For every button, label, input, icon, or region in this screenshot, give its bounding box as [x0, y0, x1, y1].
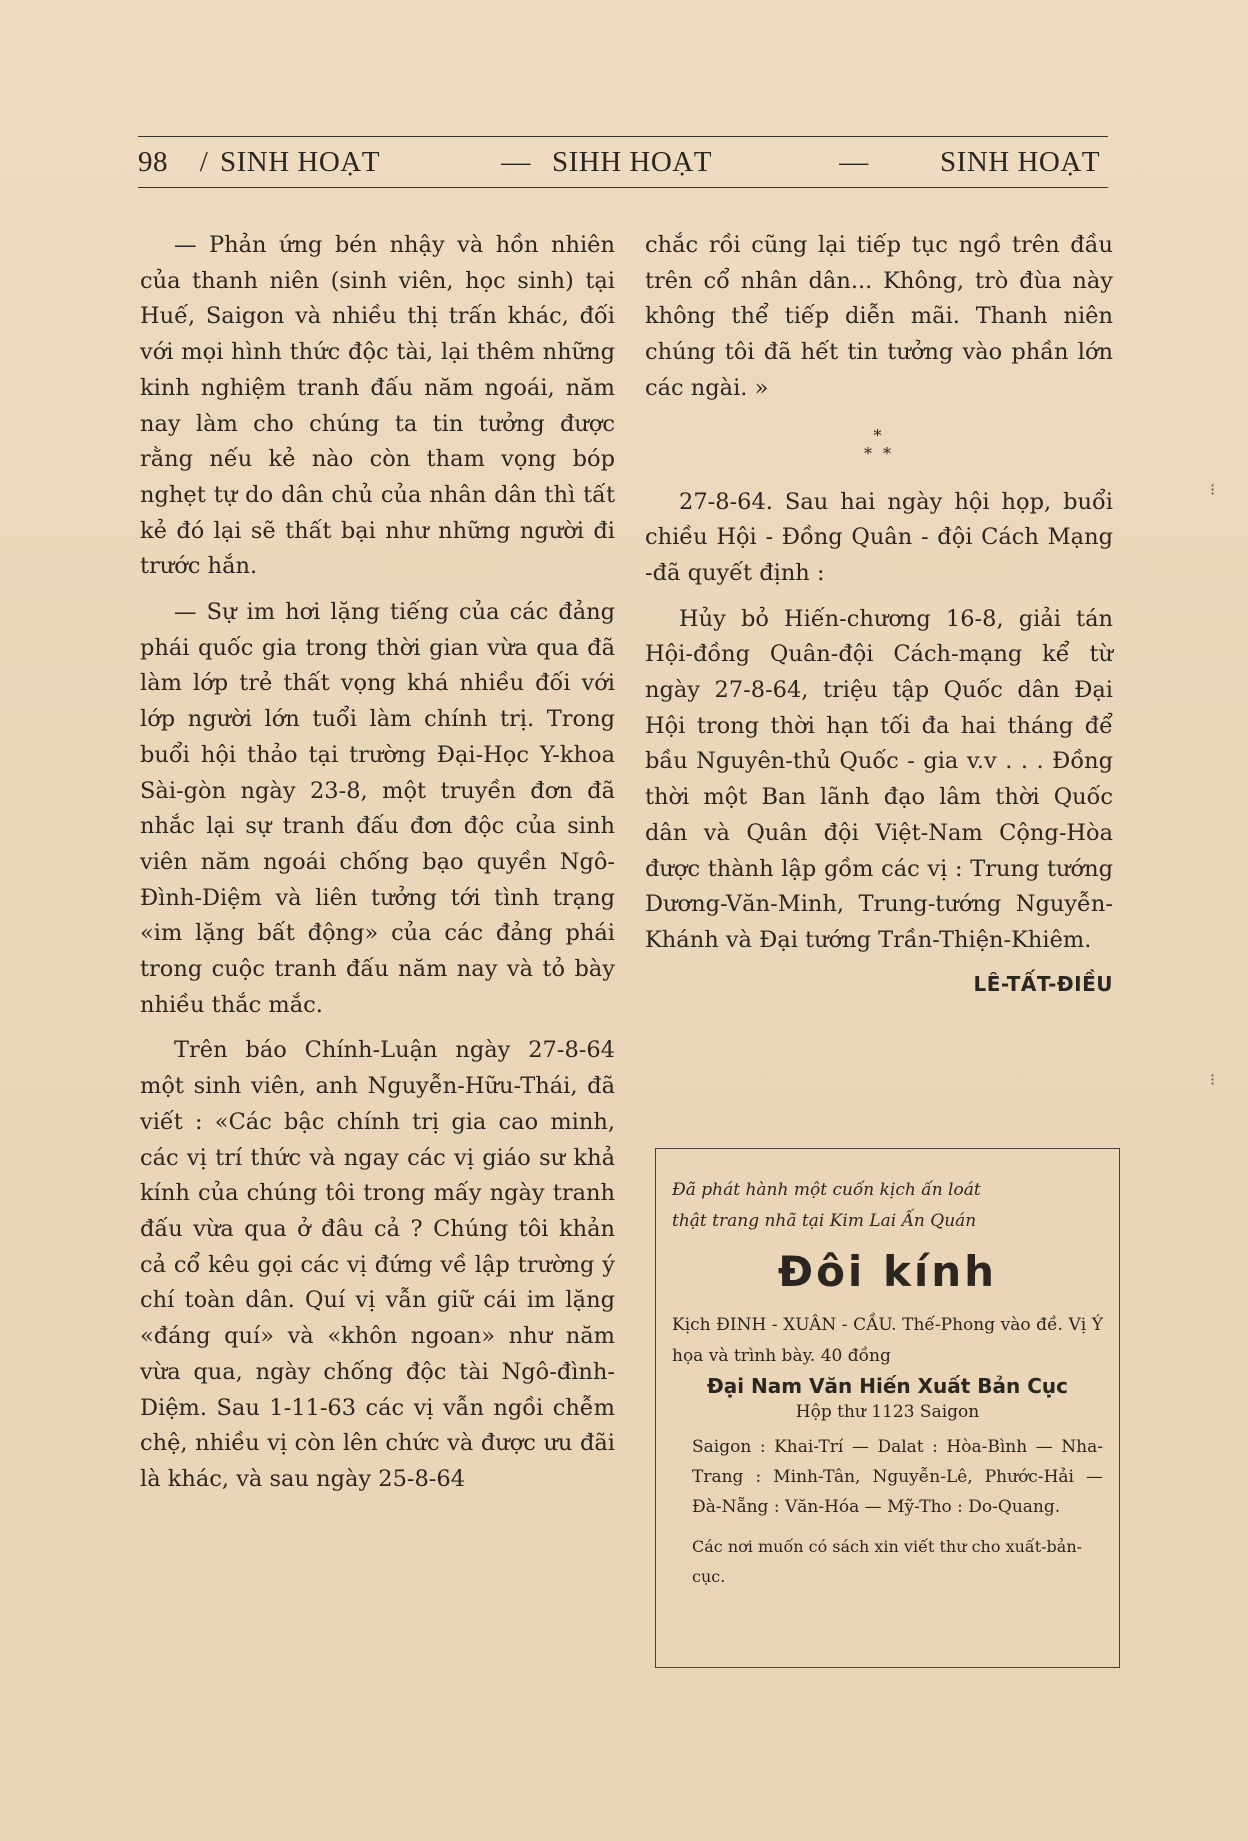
binding-hole-mark: ⁝	[1210, 480, 1216, 499]
ad-publisher: Đại Nam Văn Hiến Xuất Bản Cục	[706, 1374, 1069, 1398]
ad-intro-line-2: thật trang nhã tại Kim Lai Ấn Quán	[672, 1211, 977, 1231]
ad-order-note: Các nơi muốn có sách xin viết thư cho xuất-bản-cục.	[692, 1537, 1083, 1586]
paragraph-date-decision: 27-8-64. Sau hai ngày hội họp, buổi chiều Hội - Đồng Quân - đội Cách Mạng -đã quyết định :	[645, 488, 1113, 586]
page-number: 98	[138, 145, 168, 178]
paragraph-party-silence: — Sự im hơi lặng tiếng của các đảng phái quốc gia trong thời gian vừa qua đã làm lớp trẻ thất vọng khá nhiều đối với lớp người lớn tuổi làm chính trị. Trong buổi hội thảo tại trường Đại-Học Y-khoa Sài-gòn ngày 23-8, một truyền đơn đã nhắc lại sự tranh đấu đơn độc của sinh viên năm ngoái chống bạo quyền Ngô-Đình-Diệm và liên tưởng tới tình trạng «im lặng bất động» của các đảng phái trong cuộc tranh đấu năm nay và tỏ bày nhiều thắc mắc.	[140, 599, 615, 1018]
header-slash: /	[199, 145, 209, 178]
header-title-1: SINH HOẠT	[220, 145, 380, 178]
section-separator	[645, 427, 1113, 463]
paragraph-chinh-luan-quote: Trên báo Chính-Luận ngày 27-8-64 một sinh viên, anh Nguyễn-Hữu-Thái, đã viết : «Các bậc chính trị gia cao minh, các vị trí thức và ngay các vị giáo sư khả kính của chúng tôi trong mấy ngày tranh đấu vừa qua ở đâu cả ? Chúng tôi khản cả cổ kêu gọi các vị đứng về lập trường ý chí toàn dân. Quí vị vẫn giữ cái im lặng «đáng quí» và «khôn ngoan» như năm vừa qua, ngày chống độc tài Ngô-đình-Diệm. Sau 1-11-63 các vị vẫn ngồi chễm chệ, nhiều vị còn lên chức và được ưu đãi là khác, và sau ngày 25-8-64	[140, 1037, 615, 1492]
separator-star-top: *	[873, 425, 885, 445]
ad-intro-line-1: Đã phát hành một cuốn kịch ấn loát	[672, 1180, 981, 1200]
right-column	[645, 228, 1113, 1002]
header-dash-2: —	[839, 145, 869, 178]
paragraph-youth-reaction: — Phản ứng bén nhậy và hồn nhiên của thanh niên (sinh viên, học sinh) tại Huế, Saigon và nhiều thị trấn khác, đối với mọi hình thức độc tài, lại thêm những kinh nghiệm tranh đấu năm ngoái, năm nay làm cho chúng ta tin tưởng được rằng nếu kẻ nào còn tham vọng bóp nghẹt tự do dân chủ của nhân dân thì tất kẻ đó lại sẽ thất bại như những người đi trước hắn.	[140, 232, 615, 580]
header-dash-1: —	[501, 145, 531, 178]
book-advertisement	[655, 1148, 1120, 1668]
ad-book-title: Đôi kính	[777, 1247, 998, 1296]
running-header	[138, 136, 1108, 188]
author-signature: LÊ-TẤT-ĐIỀU	[973, 971, 1113, 996]
header-title-3: SINH HOẠT	[940, 145, 1100, 178]
ad-po-box: Hộp thư 1123 Saigon	[795, 1402, 980, 1422]
ad-stores-list: Saigon : Khai-Trí — Dalat : Hòa-Bình — Nha-Trang : Minh-Tân, Nguyễn-Lê, Phước-Hải — Đà-Nẵng : Văn-Hóa — Mỹ-Tho : Do-Quang.	[692, 1437, 1103, 1517]
header-title-2: SIHH HOẠT	[552, 145, 712, 178]
paragraph-decision-details: Hủy bỏ Hiến-chương 16-8, giải tán Hội-đồng Quân-đội Cách-mạng kể từ ngày 27-8-64, triệu tập Quốc dân Đại Hội trong thời hạn tối đa hai tháng để bầu Nguyên-thủ Quốc - gia v.v . . . Đồng thời một Ban lãnh đạo lâm thời Quốc dân và Quân đội Việt-Nam Cộng-Hòa được thành lập gồm các vị : Trung tướng Dương-Văn-Minh, Trung-tướng Nguyễn-Khánh và Đại tướng Trần-Thiện-Khiêm.	[645, 605, 1113, 953]
ad-book-details: Kịch ĐINH - XUÂN - CẦU. Thế-Phong vào đề. Vị Ý họa và trình bày. 40 đồng	[672, 1315, 1103, 1366]
paragraph-quote-continued: chắc rồi cũng lại tiếp tục ngồ trên đầu trên cổ nhân dân... Không, trò đùa này không thể tiếp diễn mãi. Thanh niên chúng tôi đã hết tin tưởng vào phần lớn các ngài. »	[645, 232, 1113, 401]
left-column	[140, 228, 615, 1498]
binding-hole-mark: ⁝	[1210, 1070, 1216, 1089]
separator-star-bottom: * *	[863, 443, 895, 463]
